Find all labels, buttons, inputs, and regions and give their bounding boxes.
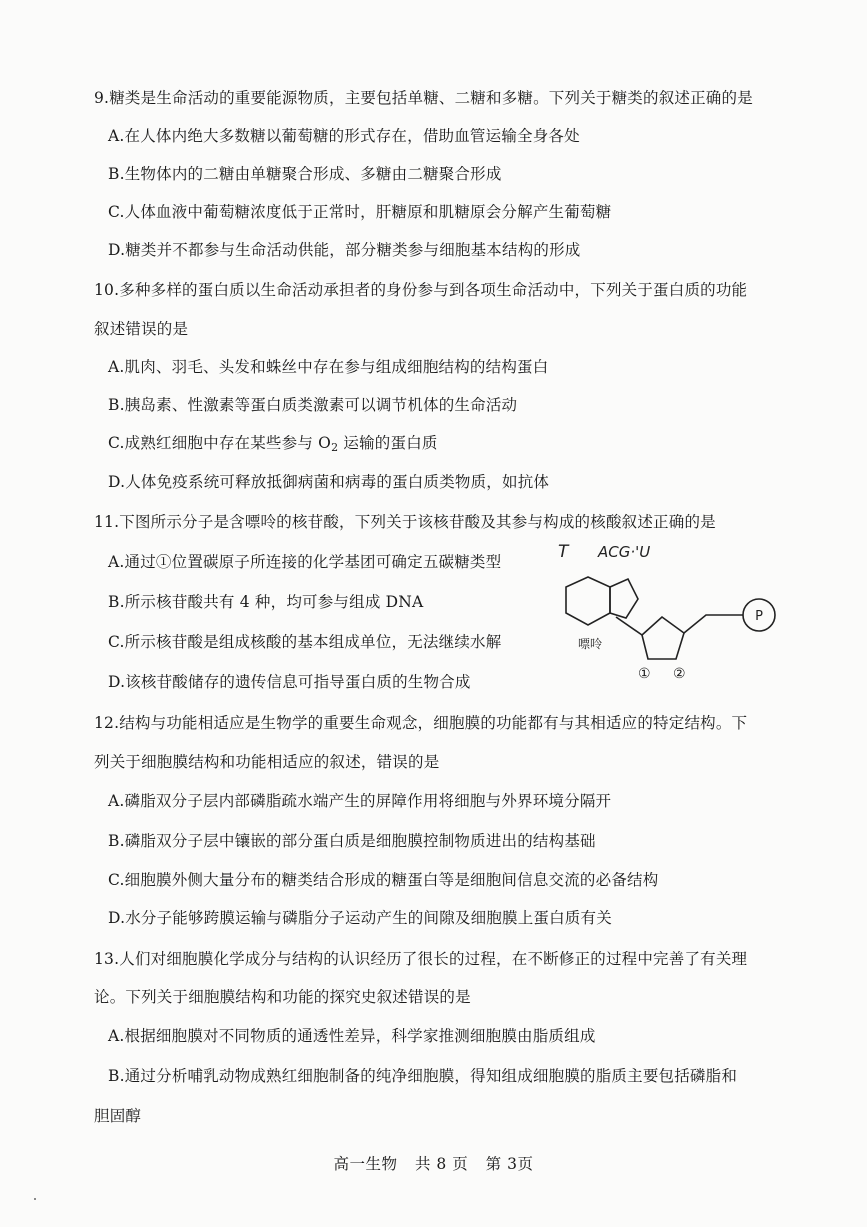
phosphate-label: P — [755, 609, 763, 624]
glycosidic-bond — [616, 617, 642, 635]
position-1-label: ① — [638, 666, 651, 682]
q10-option-c-subscript: 2 — [331, 441, 339, 454]
nucleotide-diagram — [530, 535, 785, 685]
q12-option-c: C.细胞膜外侧大量分布的糖类结合形成的糖蛋白等是细胞间信息交流的必备结构 — [108, 871, 659, 889]
q12-stem-line2: 列关于细胞膜结构和功能相适应的叙述，错误的是 — [94, 753, 440, 771]
page-footer — [0, 1152, 867, 1174]
q11-option-c: C.所示核苷酸是组成核酸的基本组成单位，无法继续水解 — [108, 633, 502, 651]
q9-option-a: A.在人体内绝大多数糖以葡萄糖的形式存在，借助血管运输全身各处 — [108, 127, 580, 145]
q11-option-b: B.所示核苷酸共有 4 种，均可参与组成 DNA — [108, 593, 424, 611]
q10-option-b: B.胰岛素、性激素等蛋白质类激素可以调节机体的生命活动 — [108, 396, 518, 414]
hand-note-bases: ACG·'U — [598, 543, 651, 561]
q9-stem: 9.糖类是生命活动的重要能源物质，主要包括单糖、二糖和多糖。下列关于糖类的叙述正确的是 — [94, 89, 753, 107]
purine-six-ring — [566, 577, 610, 625]
q10-option-c-post: 运输的蛋白质 — [338, 434, 438, 452]
q11-option-d: D.该核苷酸储存的遗传信息可指导蛋白质的生物合成 — [108, 673, 471, 691]
q12-option-a: A.磷脂双分子层内部磷脂疏水端产生的屏障作用将细胞与外界环境分隔开 — [108, 792, 612, 810]
q9-option-c: C.人体血液中葡萄糖浓度低于正常时，肝糖原和肌糖原会分解产生葡萄糖 — [108, 203, 612, 221]
purine-five-ring — [610, 579, 638, 618]
q9-option-b: B.生物体内的二糖由单糖聚合形成、多糖由二糖聚合形成 — [108, 165, 502, 183]
q10-option-d: D.人体免疫系统可释放抵御病菌和病毒的蛋白质类物质，如抗体 — [108, 473, 550, 491]
q12-stem-line1: 12.结构与功能相适应是生物学的重要生命观念，细胞膜的功能都有与其相适应的特定结构。下 — [94, 714, 748, 732]
q11-option-a: A.通过①位置碳原子所连接的化学基团可确定五碳糖类型 — [108, 553, 502, 571]
q10-option-c-pre: C.成熟红细胞中存在某些参与 O — [108, 434, 332, 452]
q11-stem: 11.下图所示分子是含嘌呤的核苷酸，下列关于该核苷酸及其参与构成的核酸叙述正确的是 — [94, 513, 716, 531]
hand-note-t: T — [558, 542, 569, 562]
q10-option-a: A.肌肉、羽毛、头发和蛛丝中存在参与组成细胞结构的结构蛋白 — [108, 358, 549, 376]
purine-label: 嘌呤 — [578, 637, 603, 651]
q12-option-d: D.水分子能够跨膜运输与磷脂分子运动产生的间隙及细胞膜上蛋白质有关 — [108, 909, 612, 927]
pentose-ring — [642, 617, 684, 659]
footer-total-pages: 共 8 页 — [415, 1155, 469, 1173]
q13-option-b-line2: 胆固醇 — [94, 1107, 142, 1125]
q9-option-d: D.糖类并不都参与生命活动供能，部分糖类参与细胞基本结构的形成 — [108, 241, 581, 259]
q13-stem-line1: 13.人们对细胞膜化学成分与结构的认识经历了很长的过程，在不断修正的过程中完善了有关理 — [94, 950, 748, 968]
q13-option-a: A.根据细胞膜对不同物质的通透性差异，科学家推测细胞膜由脂质组成 — [108, 1027, 596, 1045]
footer-subject: 高一生物 — [333, 1155, 398, 1173]
q10-stem-line2: 叙述错误的是 — [94, 320, 189, 338]
scan-speck — [34, 1198, 36, 1200]
footer-page-number: 第 3页 — [485, 1155, 534, 1173]
phosphoester-bond — [684, 615, 743, 633]
q12-option-b: B.磷脂双分子层中镶嵌的部分蛋白质是细胞膜控制物质进出的结构基础 — [108, 832, 596, 850]
q13-option-b-line1: B.通过分析哺乳动物成熟红细胞制备的纯净细胞膜，得知组成细胞膜的脂质主要包括磷脂和 — [108, 1067, 738, 1085]
q10-option-c — [108, 433, 438, 458]
q13-stem-line2: 论。下列关于细胞膜结构和功能的探究史叙述错误的是 — [94, 988, 471, 1006]
position-2-label: ② — [673, 666, 686, 682]
q10-stem-line1: 10.多种多样的蛋白质以生命活动承担者的身份参与到各项生命活动中，下列关于蛋白质的功能 — [94, 281, 748, 299]
